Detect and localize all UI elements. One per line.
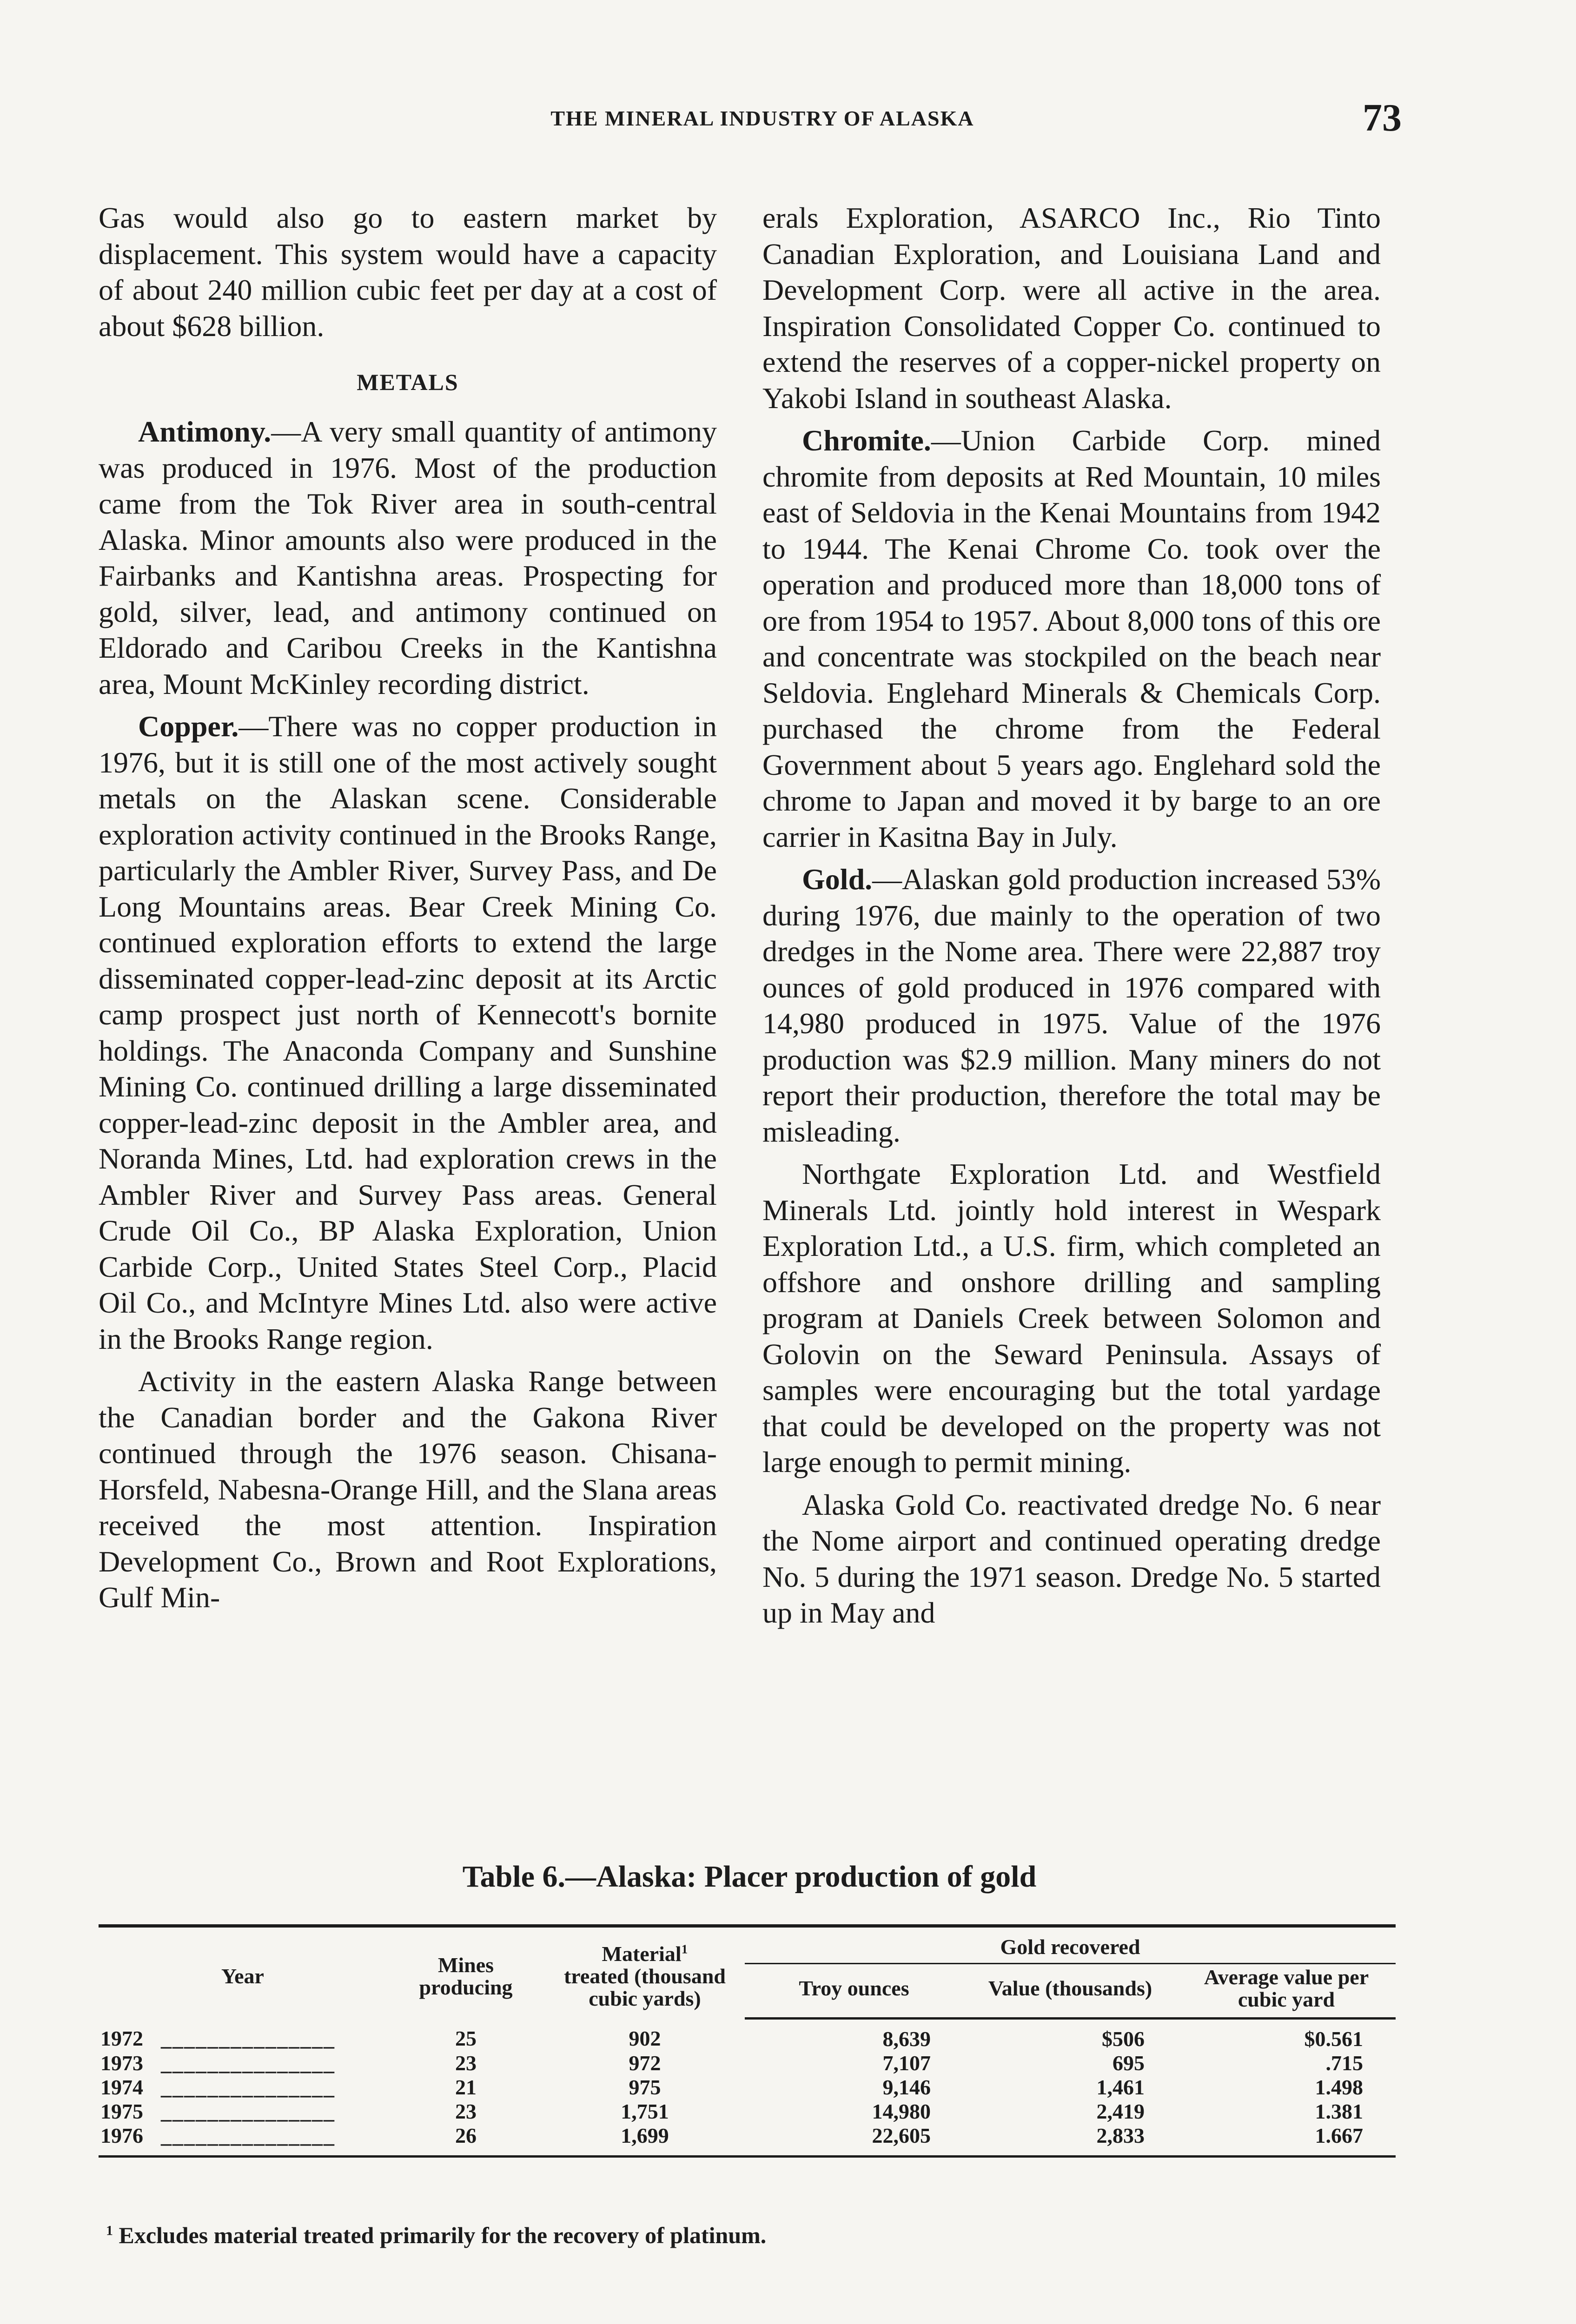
- dot-leader: _______________: [161, 2075, 335, 2099]
- cell-mines-producing: 23: [455, 2051, 477, 2075]
- header-troy-ounces: Troy ounces: [745, 1964, 963, 2019]
- year-label: 1976: [100, 2124, 143, 2147]
- year-label: 1974: [100, 2075, 143, 2099]
- page-number: 73: [1363, 96, 1402, 139]
- paragraph-alaska-gold: Alaska Gold Co. reactivated dredge No. 6 near the Nome airport and continued operating dredge No. 5 during the 1971 season. Dredge No. 5 started up in May and: [762, 1488, 1381, 1629]
- running-head: THE MINERAL INDUSTRY OF ALASKA: [550, 106, 974, 130]
- cell-value: 2,419: [1096, 2100, 1145, 2123]
- gold-text: —Alaskan gold production increased 53% during 1976, due mainly to the operation of two dredges in the Nome area. There were 22,887 troy ounces of gold produced in 1976 compared with 14,980 produced in 1975. Value of the 1976 production was $2.9 million. Many miners do not report their production, therefore the total may be misleading.: [762, 863, 1381, 1148]
- right-column: [762, 200, 1381, 1631]
- paragraph-chromite: [762, 423, 1381, 855]
- cell-year: [99, 2075, 387, 2100]
- cell-value: 1,461: [1096, 2075, 1145, 2099]
- cell-value: $506: [1102, 2027, 1145, 2051]
- cell-troy-ounces: 14,980: [872, 2100, 931, 2123]
- copper-heading: Copper.: [138, 710, 239, 743]
- paragraph-gold: [762, 861, 1381, 1149]
- cell-value: 2,833: [963, 2124, 1177, 2157]
- cell-average-value: 1.498: [1315, 2075, 1364, 2099]
- cell-troy-ounces: 8,639: [882, 2027, 931, 2051]
- paragraph-antimony: [99, 414, 717, 702]
- paragraph-copper: [99, 708, 717, 1357]
- year-label: 1975: [100, 2100, 143, 2123]
- chromite-text: —Union Carbide Corp. mined chromite from deposits at Red Mountain, 10 miles east of Seldovia in the Kenai Mountains from 1942 to 1944. The Kenai Chrome Co. took over the operation and produced more than 18,000 tons of ore from 1954 to 1957. About 8,000 tons of this ore and concentrate was stockpiled on the beach near Seldovia. Englehard Minerals & Chemicals Corp. purchased the chrome from the Federal Government about 5 years ago. Englehard sold the chrome to Japan and moved it by barge to an ore carrier in Kasitna Bay in July.: [762, 424, 1381, 853]
- header-mines-producing: Mines producing: [387, 1926, 545, 2019]
- paragraph-activity: Activity in the eastern Alaska Range between the Canadian border and the Gakona River continued through the 1976 season. Chisana-Horsfeld, Nabesna-Orange Hill, and the Slana areas received the most attention. Inspiration Development Co., Brown and Root Explorations, Gulf Min-: [99, 1365, 717, 1614]
- cell-troy-ounces: 9,146: [882, 2075, 931, 2099]
- cell-average-value: .715: [1325, 2051, 1364, 2075]
- cell-material-treated: 975: [629, 2075, 661, 2099]
- table-body: [99, 2019, 1396, 2157]
- copper-text: —There was no copper production in 1976, but it is still one of the most actively sought metals on the Alaskan scene. Considerable exploration activity continued in the Brooks Range, particularly the Ambler River, Survey Pass, and De Long Mountains areas. Bear Creek Mining Co. continued exploration efforts to extend the large disseminated copper-lead-zinc deposit at its Arctic camp prospect just north of Kennecott's bornite holdings. The Anaconda Company and Sunshine Mining Co. continued drilling a large disseminated copper-lead-zinc deposit in the Ambler area, and Noranda Mines, Ltd. had exploration crews in the Ambler River and Survey Pass areas. General Crude Oil Co., BP Alaska Exploration, Union Carbide Corp., United States Steel Corp., Placid Oil Co., and McIntyre Mines Ltd. also were active in the Brooks Range region.: [99, 710, 717, 1355]
- table-title: Table 6.—Alaska: Placer production of gold: [462, 1860, 1037, 1894]
- cell-year: [99, 2100, 387, 2124]
- year-label: 1972: [100, 2026, 143, 2050]
- table-row: [99, 2019, 1396, 2052]
- table-row: [99, 2075, 1396, 2100]
- table-row: [99, 2124, 1396, 2157]
- left-column: [99, 200, 717, 1616]
- cell-average-value: 1.381: [1315, 2100, 1364, 2123]
- table-row: [99, 2051, 1396, 2075]
- table-row: [99, 2100, 1396, 2124]
- cell-mines-producing: 21: [455, 2075, 477, 2099]
- footnote-marker: 1: [681, 1941, 688, 1956]
- cell-average-value: $0.561: [1304, 2027, 1364, 2051]
- table-footnote: [106, 2222, 1403, 2249]
- dot-leader: _______________: [161, 2100, 335, 2123]
- cell-year: [99, 2051, 387, 2075]
- chromite-heading: Chromite.: [802, 424, 931, 457]
- cell-material-treated: 972: [629, 2051, 661, 2075]
- cell-mines-producing: 23: [455, 2100, 477, 2123]
- header-material-treated: [545, 1926, 745, 2019]
- dot-leader: _______________: [161, 2026, 335, 2050]
- cell-material-treated: 902: [629, 2026, 661, 2050]
- paragraph-northgate: Northgate Exploration Ltd. and Westfield Minerals Ltd. jointly hold interest in Wespark Exploration Ltd., a U.S. firm, which completed an offshore and onshore drilling and sampling program at Daniels Creek between Solomon and Golovin on the Seward Peninsula. Assays of samples were encouraging but the total yardage that could be developed on the property was not large enough to permit mining.: [762, 1157, 1381, 1479]
- footnote-marker: 1: [106, 2223, 113, 2238]
- paragraph-gas: Gas would also go to eastern market by displacement. This system would have a capacity of about 240 million cubic feet per day at a cost of about $628 billion.: [99, 201, 717, 343]
- header-material-label: Material: [602, 1941, 682, 1966]
- cell-troy-ounces: 22,605: [745, 2124, 963, 2157]
- cell-value: 695: [1112, 2051, 1145, 2075]
- header-value: Value (thousands): [963, 1964, 1177, 2019]
- cell-average-value: 1.667: [1177, 2124, 1396, 2157]
- cell-year: [99, 2019, 387, 2052]
- paragraph-continuation: erals Exploration, ASARCO Inc., Rio Tinto Canadian Exploration, and Louisiana Land and Development Corp. were all active in the area. Inspiration Consolidated Copper Co. continued to extend the reserves of a copper-nickel property on Yakobi Island in southeast Alaska.: [762, 201, 1381, 415]
- footnote-text: Excludes material treated primarily for the recovery of platinum.: [119, 2222, 767, 2248]
- section-heading-metals: METALS: [357, 369, 459, 395]
- antimony-heading: Antimony.: [138, 415, 271, 448]
- header-gold-recovered: Gold recovered: [745, 1926, 1396, 1964]
- cell-mines-producing: 25: [455, 2026, 477, 2050]
- cell-material-treated: 1,751: [621, 2100, 669, 2123]
- antimony-text: —A very small quantity of antimony was produced in 1976. Most of the production came from the Tok River area in south-central Alaska. Minor amounts also were produced in the Fairbanks and Kantishna areas. Prospecting for gold, silver, lead, and antimony continued on Eldorado and Caribou Creeks in the Kantishna area, Mount McKinley recording district.: [99, 415, 717, 700]
- dot-leader: _______________: [161, 2051, 335, 2075]
- cell-mines-producing: 26: [387, 2124, 545, 2157]
- header-average-value: Average value per cubic yard: [1177, 1964, 1396, 2019]
- year-label: 1973: [100, 2051, 143, 2075]
- cell-troy-ounces: 7,107: [882, 2051, 931, 2075]
- cell-year: [99, 2124, 387, 2157]
- placer-gold-table: [99, 1924, 1396, 2158]
- cell-material-treated: 1,699: [545, 2124, 745, 2157]
- header-material-units: treated (thousand cubic yards): [563, 1964, 726, 2010]
- dot-leader: _______________: [161, 2124, 335, 2147]
- header-year: Year: [99, 1926, 387, 2019]
- gold-heading: Gold.: [802, 863, 873, 896]
